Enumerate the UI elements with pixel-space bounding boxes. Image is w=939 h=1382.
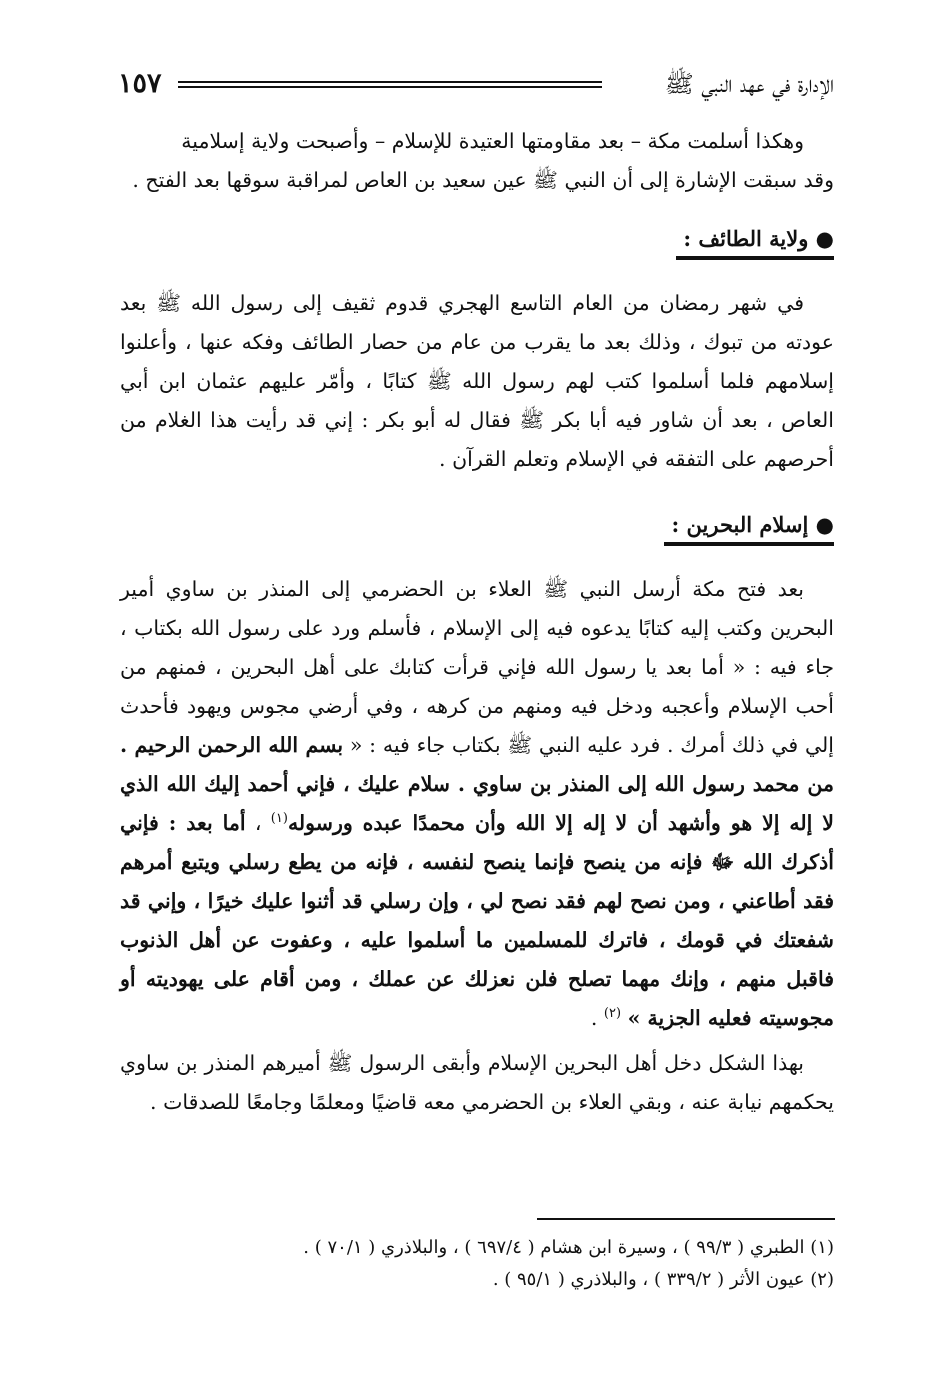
section-underline-bahrain (664, 542, 834, 546)
section-underline-taif (676, 256, 834, 260)
prophet-letter-part-2: أما بعد : فإني أذكرك الله ﷻ فإنه من ينصح فإنما ينصح لنفسه ، فإنه من يطع رسلي ويتبع أمرهم فقد أطاعني ، ومن نصح لهم فقد نصح لي ، وإن رسلي قد أثنوا عليك خيرًا ، وإني قد شفعتك في قومك ، فاترك للمسلمين ما أسلموا عليه ، وعفوت عن أهل الذنوب فاقبل منهم ، وإنك مهما تصلح فلن نعزلك عن عملك ، ومن أقام على يهوديته أو مجوسيته فعليه الجزية » (120, 811, 834, 1030)
page-number: ١٥٧ (118, 68, 162, 99)
letter-end: . (590, 1006, 604, 1030)
intro-line-1: وهكذا أسلمت مكة – بعد مقاومتها العتيدة للإسلام – وأصبحت ولاية إسلامية (181, 129, 804, 153)
running-title: الإدارة في عهد النبي ﷺ (664, 70, 834, 98)
footnote-separator (537, 1218, 835, 1220)
header-double-rule (178, 81, 602, 88)
footnote-2: (٢) عيون الأثر ( ٣٣٩/٢ ) ، والبلاذري ( ٩٥/١ ) . (492, 1269, 834, 1290)
footnote-marker-2: (٢) (603, 1006, 622, 1022)
footnotes (200, 1232, 834, 1296)
intro-paragraph (120, 122, 834, 200)
bahrain-closing: بهذا الشكل دخل أهل البحرين الإسلام وأبقى الرسول ﷺ أميرهم المنذر بن ساوي يحكمهم نيابة عنه ، وبقي العلاء بن الحضرمي معه قاضيًا ومعلمًا وجامعًا للصدقات . (120, 1051, 834, 1114)
bahrain-paragraph (120, 570, 834, 1122)
section-heading-bahrain: ● إسلام البحرين : (671, 512, 834, 537)
taif-text: في شهر رمضان من العام التاسع الهجري قدوم ثقيف إلى رسول الله ﷺ بعد عودته من تبوك ، وذلك بعد ما يقرب من عام من حصار الطائف وفكه عنها ، وأعلنوا إسلامهم فلما أسلموا كتب لهم رسول الله ﷺ كتابًا ، وأمّر عليهم عثمان ابن أبي العاص ، بعد أن شاور فيه أبا بكر ﷺ فقال له أبو بكر : إني قد رأيت هذا الغلام من أحرصهم على التفقه في الإسلام وتعلم القرآن . (120, 291, 834, 471)
intro-line-2: وقد سبقت الإشارة إلى أن النبي ﷺ عين سعيد بن العاص لمراقبة سوقها بعد الفتح . (132, 168, 834, 192)
footnote-marker-1: (١) (270, 811, 288, 827)
section-heading-taif: ● ولاية الطائف : (683, 226, 834, 251)
taif-paragraph (120, 284, 834, 479)
running-head (118, 66, 834, 106)
bahrain-intro: بعد فتح مكة أرسل النبي ﷺ العلاء بن الحضرمي إلى المنذر بن ساوي أمير البحرين وكتب إليه كتابًا يدعوه فيه إلى الإسلام ، فأسلم ورد على رسول الله بكتاب ، جاء فيه : « أما بعد يا رسول الله فإني قرأت كتابك على أهل البحرين ، فمنهم من أحب الإسلام وأعجبه ودخل فيه ومنهم من كرهه ، وفي أرضي مجوس ويهود فأحدث إلي في ذلك أمرك . فرد عليه النبي ﷺ بكتاب جاء فيه : « (120, 577, 834, 757)
letter-separator: ، (245, 811, 271, 835)
prophet-letter-part-1: بسم الله الرحمن الرحيم . من محمد رسول الله إلى المنذر بن ساوي . سلام عليك ، فإني أحمد إليك الله الذي لا إله إلا هو وأشهد أن لا إله إلا الله وأن محمدًا عبده ورسوله (120, 733, 834, 835)
footnote-1: (١) الطبري ( ٩٩/٣ ) ، وسيرة ابن هشام ( ٦٩٧/٤ ) ، والبلاذري ( ٧٠/١ ) . (303, 1237, 834, 1258)
bahrain-letter-block (120, 570, 834, 1038)
